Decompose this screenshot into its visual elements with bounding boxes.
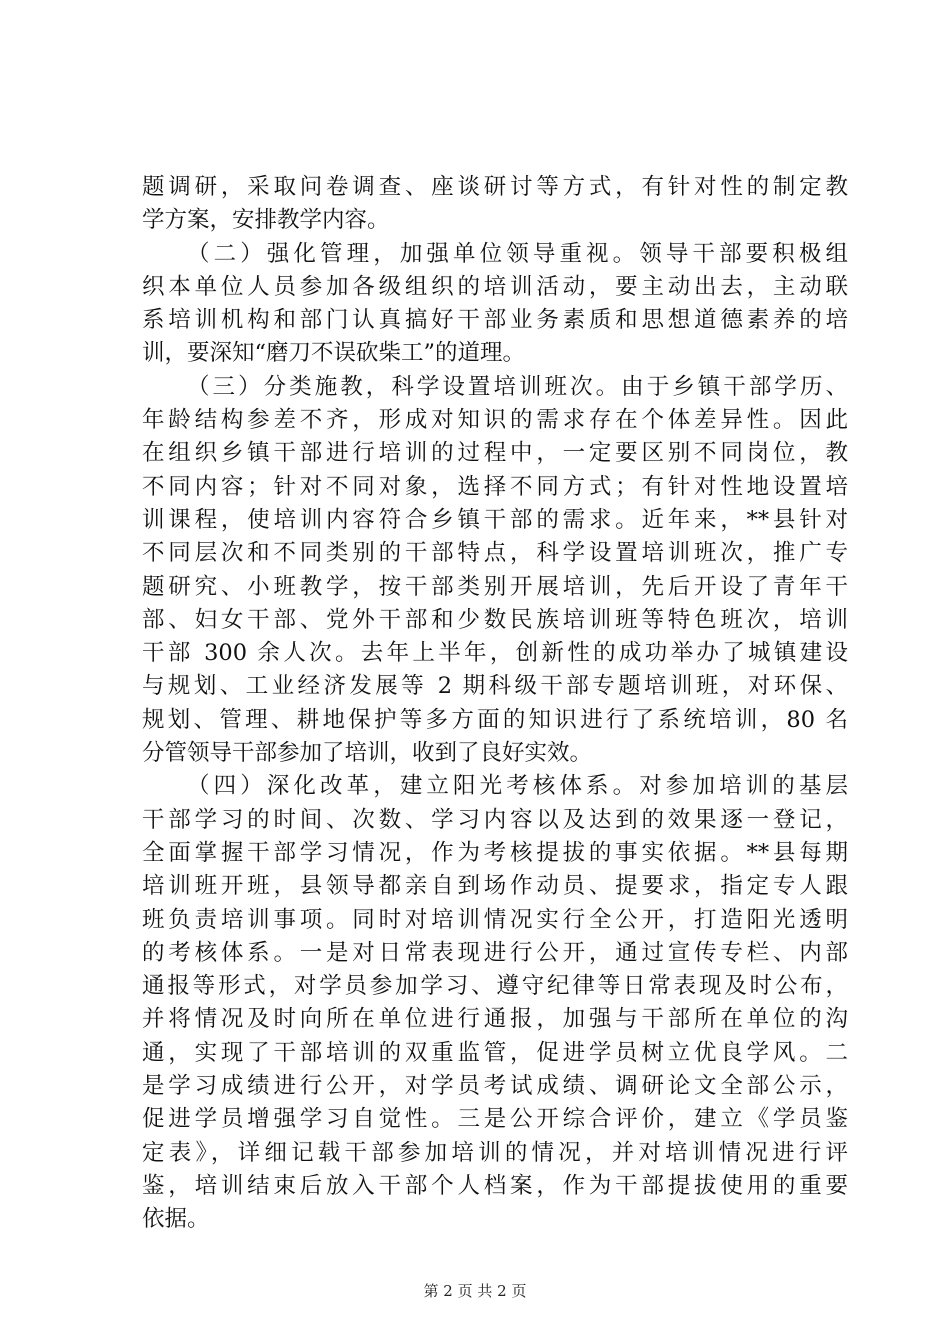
text-line: 训课程，使培训内容符合乡镇干部的需求。近年来，**县针对: [142, 506, 848, 533]
text-line: 干部学习的时间、次数、学习内容以及达到的效果逐一登记，: [142, 806, 848, 833]
text-line: （三）分类施教，科学设置培训班次。由于乡镇干部学历、: [187, 373, 848, 400]
text-line: 规划、管理、耕地保护等多方面的知识进行了系统培训，80 名: [142, 706, 848, 733]
text-line: 干部 300 余人次。去年上半年，创新性的成功举办了城镇建设: [142, 640, 848, 667]
text-line: 训，要深知“磨刀不误砍柴工”的道理。: [142, 340, 526, 367]
text-line: 鉴，培训结束后放入干部个人档案，作为干部提拔使用的重要: [142, 1172, 848, 1199]
text-line: 并将情况及时向所在单位进行通报，加强与干部所在单位的沟: [142, 1006, 848, 1033]
text-line: 班负责培训事项。同时对培训情况实行全公开，打造阳光透明: [142, 906, 848, 933]
text-line: 题研究、小班教学，按干部类别开展培训，先后开设了青年干: [142, 573, 848, 600]
text-line: 全面掌握干部学习情况，作为考核提拔的事实依据。**县每期: [142, 839, 848, 866]
text-line: 通，实现了干部培训的双重监管，促进学员树立优良学风。二: [142, 1039, 848, 1066]
text-line: 是学习成绩进行公开，对学员考试成绩、调研论文全部公示，: [142, 1073, 848, 1100]
text-line: （二）强化管理，加强单位领导重视。领导干部要积极组: [187, 240, 848, 267]
text-line: 织本单位人员参加各级组织的培训活动，要主动出去，主动联: [142, 273, 848, 300]
text-line: 定表》，详细记载干部参加培训的情况，并对培训情况进行评: [142, 1139, 848, 1166]
text-line: 在组织乡镇干部进行培训的过程中，一定要区别不同岗位，教: [142, 440, 848, 467]
text-line: （四）深化改革，建立阳光考核体系。对参加培训的基层: [187, 773, 848, 800]
text-line: 促进学员增强学习自觉性。三是公开综合评价，建立《学员鉴: [142, 1106, 848, 1133]
text-line: 的考核体系。一是对日常表现进行公开，通过宣传专栏、内部: [142, 939, 848, 966]
text-line: 部、妇女干部、党外干部和少数民族培训班等特色班次，培训: [142, 606, 848, 633]
document-body: [142, 171, 848, 1237]
text-line: 培训班开班，县领导都亲自到场作动员、提要求，指定专人跟: [142, 873, 848, 900]
text-line: 依据。: [142, 1206, 210, 1233]
text-line: 分管领导干部参加了培训，收到了良好实效。: [142, 740, 593, 767]
text-line: 题调研，采取问卷调查、座谈研讨等方式，有针对性的制定教: [142, 174, 848, 200]
text-line: 通报等形式，对学员参加学习、遵守纪律等日常表现及时公布，: [142, 973, 848, 1000]
page-footer: 第 2 页 共 2 页: [423, 1282, 527, 1300]
text-line: 年龄结构参差不齐，形成对知识的需求存在个体差异性。因此: [142, 407, 848, 434]
text-line: 与规划、工业经济发展等 2 期科级干部专题培训班，对环保、: [142, 673, 848, 700]
text-line: 不同内容；针对不同对象，选择不同方式；有针对性地设置培: [142, 473, 848, 500]
text-line: 不同层次和不同类别的干部特点，科学设置培训班次，推广专: [142, 540, 848, 567]
text-line: 系培训机构和部门认真搞好干部业务素质和思想道德素养的培: [142, 307, 848, 334]
text-line: 学方案，安排教学内容。: [142, 207, 390, 234]
